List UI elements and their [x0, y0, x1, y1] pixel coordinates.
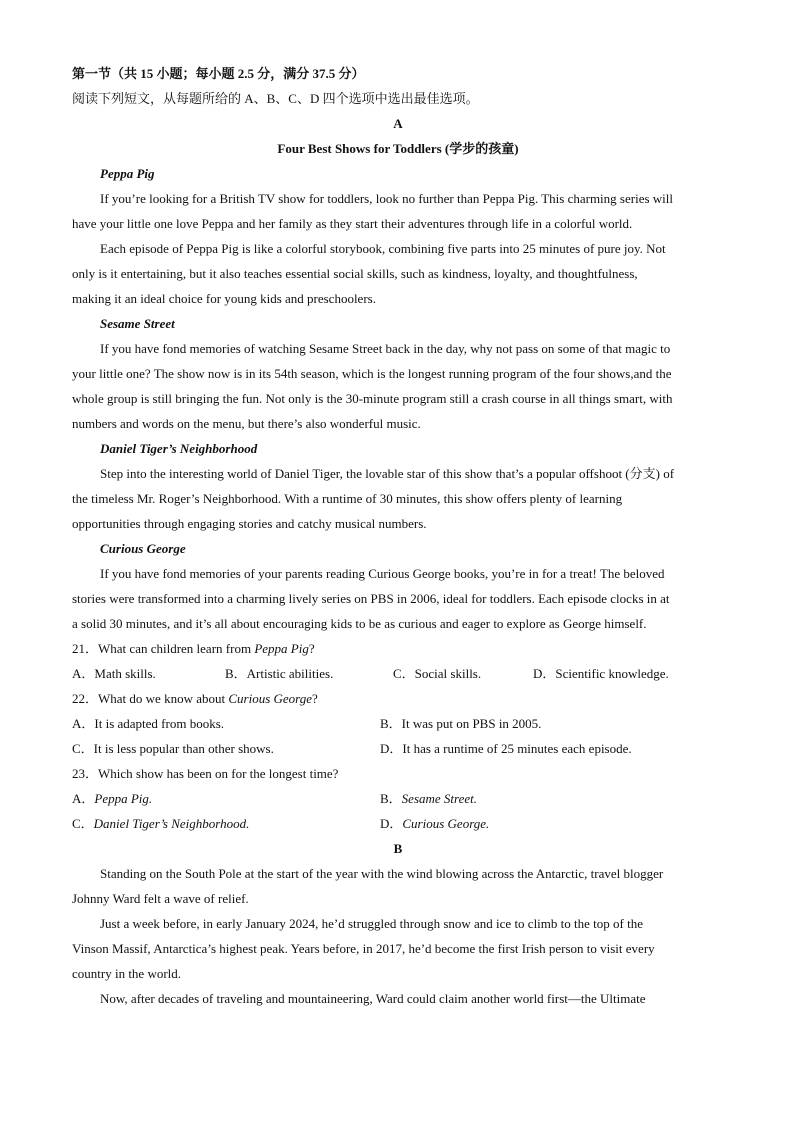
question-number: 23．	[72, 766, 99, 781]
option-c: C．It is less popular than other shows.	[72, 741, 274, 756]
paragraph	[72, 561, 724, 636]
show-heading-peppa-pig: Peppa Pig	[100, 166, 155, 181]
text-line: stories were transformed into a charming lively series on PBS in 2006, ideal for toddlers. Each episode clocks in at	[72, 591, 670, 606]
paragraph	[72, 861, 724, 911]
text-line: If you have fond memories of your parents reading Curious George books, you’re in for a treat! The beloved	[100, 566, 665, 581]
option-b: B．Sesame Street.	[380, 791, 477, 806]
option-b: B．Artistic abilities.	[225, 666, 334, 681]
question-text: What do we know about	[98, 691, 229, 706]
option-c: C．Social skills.	[393, 666, 482, 681]
text-line: If you’re looking for a British TV show for toddlers, look no further than Peppa Pig. This charming series will	[100, 191, 673, 206]
question-22-stem	[72, 686, 724, 711]
question-text: Which show has been on for the longest time?	[98, 766, 339, 781]
text-line: a solid 30 minutes, and it’s all about encouraging kids to be as curious and eager to explore as George himself.	[72, 616, 647, 631]
paragraph	[72, 236, 724, 311]
option-c: C．Daniel Tiger’s Neighborhood.	[72, 816, 250, 831]
text-line: numbers and words on the menu, but there’s also wonderful music.	[72, 416, 421, 431]
paragraph	[72, 986, 724, 1011]
question-23-options-row-1	[72, 786, 724, 811]
option-d: D．Curious George.	[380, 816, 490, 831]
passage-b-letter: B	[393, 841, 403, 856]
question-text-italic: Curious George	[228, 691, 313, 706]
text-line: Each episode of Peppa Pig is like a colorful storybook, combining five parts into 25 minutes of pure joy. Not	[100, 241, 666, 256]
question-23-stem	[72, 761, 724, 786]
paragraph	[72, 911, 724, 986]
text-line: the timeless Mr. Roger’s Neighborhood. With a runtime of 30 minutes, this show offers plenty of learning	[72, 491, 623, 506]
question-21-stem	[72, 636, 724, 661]
question-text: ?	[308, 641, 315, 656]
question-text: ?	[312, 691, 318, 706]
question-number: 21．	[72, 641, 99, 656]
section-header: 第一节（共 15 小题；每小题 2.5 分，满分 37.5 分）	[72, 66, 365, 81]
question-text-italic: Peppa Pig	[254, 641, 309, 656]
option-a: A．Peppa Pig.	[72, 791, 153, 806]
text-line: making it an ideal choice for young kids and preschoolers.	[72, 291, 376, 306]
passage-a-letter: A	[393, 116, 403, 131]
text-line: Now, after decades of traveling and mountaineering, Ward could claim another world first—the Ultimate	[100, 991, 646, 1006]
text-line: whole group is still bringing the fun. Not only is the 30-minute program still a crash course in all things smart, with	[72, 391, 673, 406]
question-number: 22．	[72, 691, 99, 706]
question-23-options-row-2	[72, 811, 724, 836]
exam-page	[72, 61, 724, 1011]
option-d: D．Scientific knowledge.	[533, 666, 669, 681]
paragraph	[72, 461, 724, 536]
text-line: Vinson Massif, Antarctica’s highest peak. Years before, in 2017, he’d become the first Irish person to visit every	[72, 941, 655, 956]
text-line: your little one? The show now is in its 54th season, which is the longest running program of the four shows,and the	[72, 366, 672, 381]
text-line: Just a week before, in early January 2024, he’d struggled through snow and ice to climb to the top of the	[100, 916, 643, 931]
instruction-text: 阅读下列短文，从每题所给的 A、B、C、D 四个选项中选出最佳选项。	[72, 91, 479, 106]
show-heading-curious-george: Curious George	[100, 541, 186, 556]
paragraph	[72, 186, 724, 236]
option-b: B．It was put on PBS in 2005.	[380, 716, 542, 731]
option-d: D．It has a runtime of 25 minutes each episode.	[380, 741, 632, 756]
text-line: Johnny Ward felt a wave of relief.	[72, 891, 249, 906]
question-text: What can children learn from	[98, 641, 255, 656]
show-heading-sesame-street: Sesame Street	[100, 316, 175, 331]
text-line: opportunities through engaging stories and catchy musical numbers.	[72, 516, 427, 531]
text-line: Step into the interesting world of Daniel Tiger, the lovable star of this show that’s a popular offshoot (分支) of	[100, 466, 675, 481]
passage-a-title: Four Best Shows for Toddlers (学步的孩童)	[277, 141, 519, 156]
option-a: A．Math skills.	[72, 666, 156, 681]
question-21-options	[72, 661, 724, 686]
text-line: country in the world.	[72, 966, 182, 981]
text-line: have your little one love Peppa and her family as they start their adventures through life in a colorful world.	[72, 216, 633, 231]
text-line: Standing on the South Pole at the start of the year with the wind blowing across the Antarctic, travel blogger	[100, 866, 664, 881]
text-line: only is it entertaining, but it also teaches essential social skills, such as kindness, loyalty, and thoughtfulness,	[72, 266, 638, 281]
show-heading-daniel-tiger: Daniel Tiger’s Neighborhood	[100, 441, 258, 456]
paragraph	[72, 336, 724, 436]
option-a: A．It is adapted from books.	[72, 716, 225, 731]
question-22-options-row-1	[72, 711, 724, 736]
text-line: If you have fond memories of watching Sesame Street back in the day, why not pass on some of that magic to	[100, 341, 671, 356]
question-22-options-row-2	[72, 736, 724, 761]
